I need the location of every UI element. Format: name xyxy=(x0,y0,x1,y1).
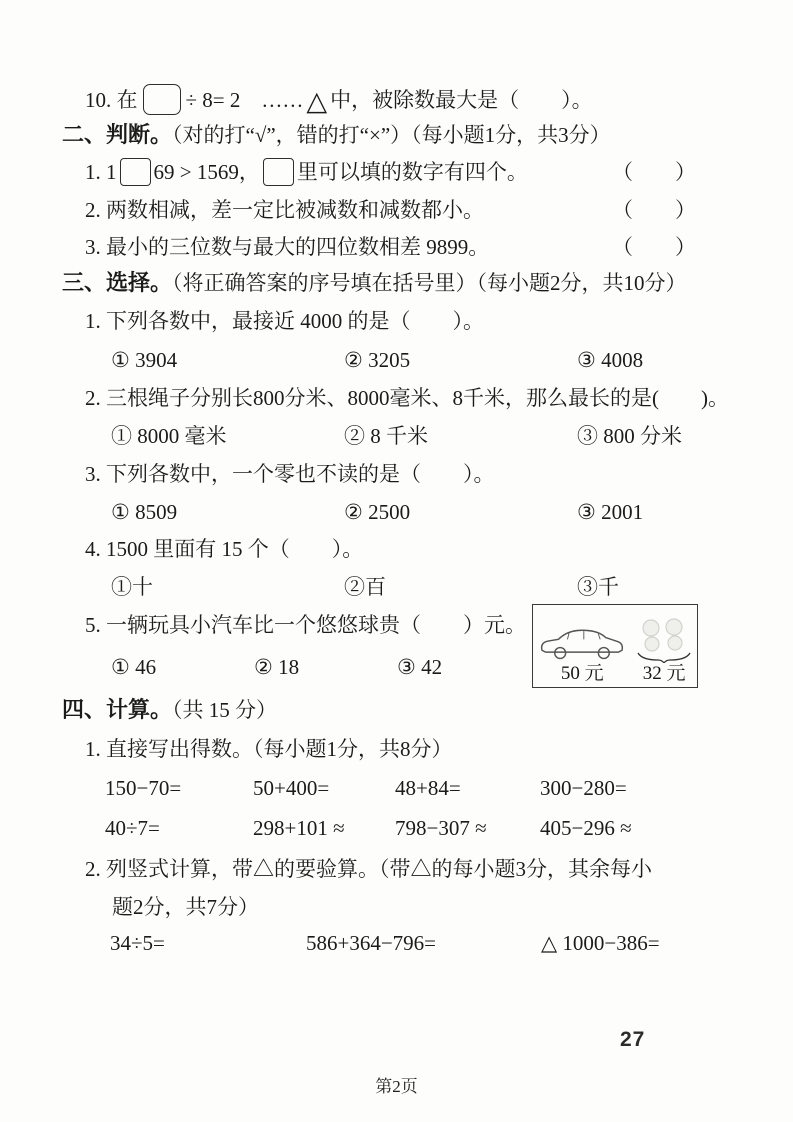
expression: △ 1000−386= xyxy=(541,931,660,955)
question-10-line xyxy=(0,84,793,116)
section-3-title: 三、选择。 xyxy=(62,270,173,295)
calc-q1-label: 1. 直接写出得数。（每小题1分，共8分） xyxy=(85,737,453,761)
price-illustration-box xyxy=(532,604,698,688)
judgment-3-text: 3. 最小的三位数与最大的四位数相差 9899。 xyxy=(85,235,490,259)
expression: 586+364−796= xyxy=(306,931,437,955)
answer-paren: （ ） xyxy=(612,235,696,259)
corner-page-number: 27 xyxy=(620,1028,646,1051)
option-2: ② 8 千米 xyxy=(344,424,428,448)
option-3: ③ 4008 xyxy=(577,348,644,372)
expression: 40÷7= xyxy=(105,816,160,840)
option-2: ② 2500 xyxy=(344,500,411,524)
question-10-mid: ÷ 8= 2 …… xyxy=(185,88,304,112)
calc-q2-text-line2 xyxy=(0,891,793,923)
blank-box xyxy=(120,158,151,186)
judgment-1-part2: 69 > 1569， xyxy=(153,160,260,184)
expression: 300−280= xyxy=(540,776,627,800)
expression: 298+101 ≈ xyxy=(253,816,345,840)
judgment-1-part3: 里可以填的数字有四个。 xyxy=(296,160,528,184)
choice-q3-options xyxy=(0,496,793,528)
choice-q4-text xyxy=(0,533,793,565)
choice-q2-options xyxy=(0,420,793,452)
section-2-title: 二、判断。 xyxy=(62,122,173,147)
question-10-suffix: 中，被除数最大是（ ）。 xyxy=(330,88,593,112)
underbrace-icon xyxy=(636,652,692,663)
option-2: ② 18 xyxy=(254,655,300,679)
calc-q2-label-2: 题2分，共7分） xyxy=(112,895,259,919)
expression: 48+84= xyxy=(395,776,461,800)
choice-q2-label: 2. 三根绳子分别长800分米、8000毫米、8千米，那么最长的是( )。 xyxy=(85,386,729,410)
option-1: ① 3904 xyxy=(111,348,178,372)
choice-q4-options xyxy=(0,571,793,603)
choice-q1-options xyxy=(0,344,793,376)
option-2: ② 3205 xyxy=(344,348,411,372)
triangle-icon: △ xyxy=(306,86,328,117)
section-2-header xyxy=(0,119,793,151)
yoyo-price-label: 32 元 xyxy=(642,663,686,684)
section-4-note: （共 15 分） xyxy=(172,698,278,722)
judgment-item-3 xyxy=(0,231,793,263)
option-3: ③千 xyxy=(577,575,619,599)
calc-q2-label-1: 2. 列竖式计算，带△的要验算。（带△的每小题3分，其余每小 xyxy=(85,857,652,881)
choice-q5-label: 5. 一辆玩具小汽车比一个悠悠球贵（ ）元。 xyxy=(85,613,526,637)
toy-car-image xyxy=(536,623,628,663)
calc-q2-items xyxy=(0,927,793,959)
judgment-item-2 xyxy=(0,194,793,226)
toy-car-figure xyxy=(533,605,631,687)
option-1: ① 8509 xyxy=(111,500,178,524)
answer-paren: （ ） xyxy=(612,160,696,184)
expression: 34÷5= xyxy=(110,931,165,955)
option-1: ① 46 xyxy=(111,655,157,679)
choice-q3-text xyxy=(0,458,793,490)
option-1: ① 8000 毫米 xyxy=(111,424,227,448)
section-4-title: 四、计算。 xyxy=(62,697,173,722)
section-3-header xyxy=(0,267,793,299)
section-3-note: （将正确答案的序号填在括号里）（每小题2分，共10分） xyxy=(172,271,687,295)
option-1: ①十 xyxy=(111,575,153,599)
judgment-item-1 xyxy=(0,156,793,188)
calc-q2-text-line1 xyxy=(0,853,793,885)
car-price-label: 50 元 xyxy=(560,663,604,684)
section-4-header xyxy=(0,694,793,726)
choice-q1-text xyxy=(0,305,793,337)
expression: 50+400= xyxy=(253,776,330,800)
blank-box xyxy=(263,158,294,186)
choice-q1-label: 1. 下列各数中，最接近 4000 的是（ ）。 xyxy=(85,309,484,333)
option-3: ③ 42 xyxy=(397,655,443,679)
yoyo-image xyxy=(638,618,690,652)
choice-q3-label: 3. 下列各数中，一个零也不读的是（ ）。 xyxy=(85,462,495,486)
answer-paren: （ ） xyxy=(612,198,696,222)
expression: 405−296 ≈ xyxy=(540,816,632,840)
expression: 798−307 ≈ xyxy=(395,816,487,840)
choice-q4-label: 4. 1500 里面有 15 个（ ）。 xyxy=(85,537,364,561)
judgment-1-part1: 1. 1 xyxy=(85,160,117,184)
calc-q1-text xyxy=(0,733,793,765)
calc-row-1 xyxy=(0,772,793,804)
question-10-prefix: 10. 在 xyxy=(85,88,138,112)
section-2-note: （对的打“√”，错的打“×”）（每小题1分，共3分） xyxy=(172,123,611,147)
blank-box xyxy=(143,84,181,115)
calc-row-2 xyxy=(0,812,793,844)
expression: 150−70= xyxy=(105,776,182,800)
option-2: ②百 xyxy=(344,575,386,599)
option-3: ③ 800 分米 xyxy=(577,424,682,448)
page-footer: 第2页 xyxy=(375,1077,418,1096)
choice-q2-text xyxy=(0,382,793,414)
yoyo-figure xyxy=(631,605,697,687)
judgment-2-text: 2. 两数相减，差一定比被减数和减数都小。 xyxy=(85,198,484,222)
option-3: ③ 2001 xyxy=(577,500,644,524)
